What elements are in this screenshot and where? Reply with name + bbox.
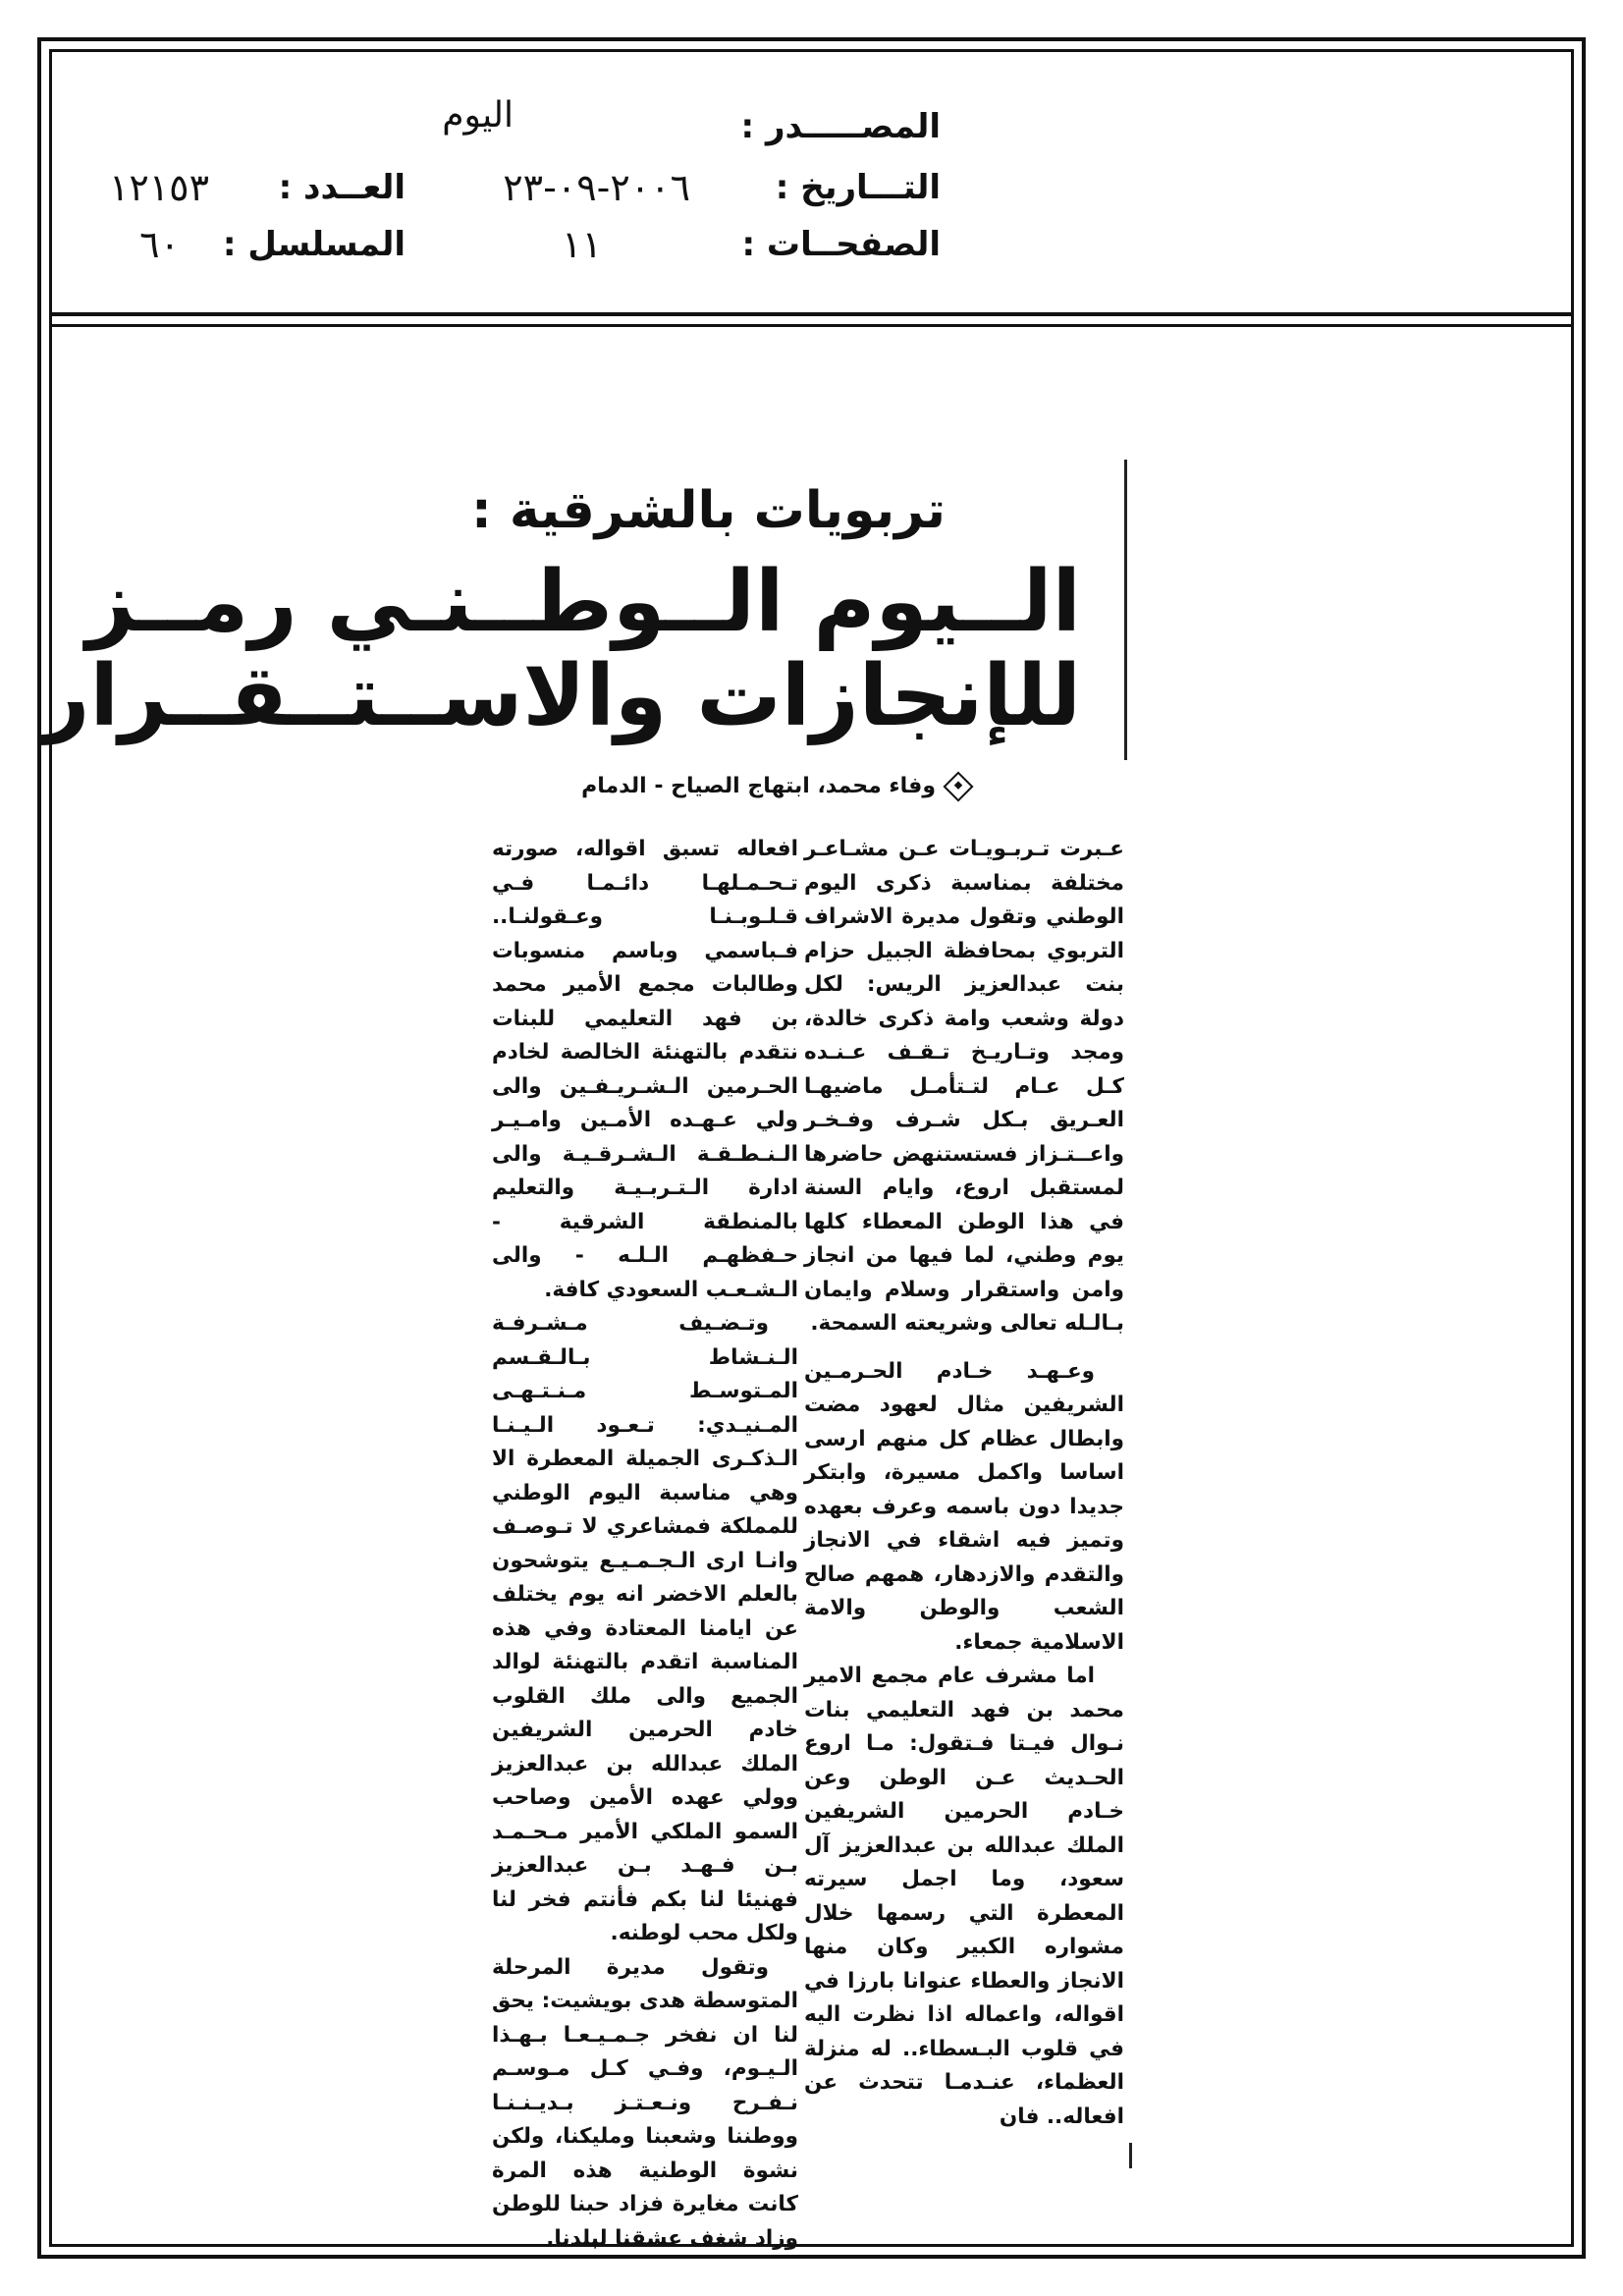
date-label: التـــاريخ : (775, 168, 941, 207)
serial-value: ٦٠ (139, 223, 180, 266)
headline-line-1: الــيوم الــوطــنـي رمــز (85, 553, 1081, 651)
article-headline (41, 555, 1081, 744)
header-divider-second (49, 324, 1574, 327)
date-value: ٢٠٠٦-٠٩-٢٣ (503, 166, 690, 209)
article-side-rule (1124, 460, 1127, 760)
paragraph: وعـهـد خـادم الحـرمـين الشريفين مثال لعهود مضت وابطال عظام كل منهم ارسى اساسا واكمل مسيرة، وابتكر جديدا دون باسمه وعرف بعهده وتميز فيه اشقاء في الانجاز والتقدم والازدهار، همهم صالح الشعب والوطن والامة الاسلامية جمعاء. (804, 1358, 1124, 1655)
article-byline (581, 774, 969, 798)
header-divider (49, 312, 1574, 316)
issue-value: ١٢١٥٣ (108, 166, 209, 209)
paragraph: عـبرت تـربـويـات عـن مشـاعـر مختلفة بمناسبة ذكرى اليوم الوطني وتقول مديرة الاشراف التربوي بمحافظة الجبيل حزام بنت عبدالعزيز الريس: لكل دولة وشعب وامة ذكرى خالدة، ومجد وتـاريـخ تـقـف عـنـده كـل عـام لتـتأمـل ماضيهـا العـريق بـكل شـرف وفـخـر واعــتـزاز فستستنهض حاضرها لمستقبل اروع، وايام السنة في هذا الوطن المعطاء كلها يوم وطني، لما فيها من انجاز وامن واستقرار وسلام وايمان بـالـله تعالى وشريعته السمحة. (804, 837, 1124, 1336)
issue-label: العــدد : (278, 168, 406, 207)
headline-line-2: للإنجازات والاســتــقــرار (40, 647, 1081, 746)
paragraph: افعاله تسبق اقواله، صورته تـحـمـلهـا دائـمـا فـي قـلـوبـنـا وعـقولنـا.. فـباسمي وباسم منسوبات وطالبات مجمع الأمير محمد بن فهد التعليمي للبنات نتقدم بالتهنئة الخالصة لخادم الحـرمين الـشـريـفـين والى ولي عـهـده الأمـين وامـيـر الـنـطـقـة الـشـرقـيـة والى ادارة الـتـربـيـة والتعليم بالمنطقة الشرقية - حـفظهـم الـلـه - والى الـشـعـب السعودي كافة. (492, 837, 798, 1302)
pages-value: ١١ (562, 223, 602, 266)
byline-text: وفاء محمد، ابتهاج الصياح - الدمام (581, 774, 936, 798)
serial-label: المسلسل : (222, 225, 406, 264)
article-column-left (492, 833, 798, 2256)
paragraph: اما مشرف عام مجمع الامير محمد بن فهد التعليمي بنات نـوال فيـتا فـتقول: مـا اروع الحـديث عـن الوطن وعن خـادم الحرمين الشريفين الملك عبدالله بن عبدالعزيز آل سعود، وما اجمل سيرته المعطرة التي رسمها خلال مشواره الكبير وكان منها الانجاز والعطاء عنوانا بارزا في اقواله، واعماله اذا نظرت اليه في قلوب البـسطاء.. له منزلة العظماء، عنـدمـا تتحدث عن افعاله.. فان (804, 1664, 1124, 2129)
article-column-right (804, 833, 1124, 2134)
article-side-rule-bottom (1129, 2143, 1132, 2168)
pages-label: الصفحــات : (741, 225, 941, 264)
article-kicker: تربويات بالشرقية : (471, 481, 946, 540)
byline-diamond-icon (943, 771, 973, 801)
paragraph: وتـضـيف مـشـرفـة الـنـشاط بـالـقـسم المـتوسـط مـنـتـهـى المـنيـدي: تـعـود الـيـنـا الـذكـرى الجميلة المعطرة الا وهي مناسبة اليوم الوطني للمملكة فمشاعري لا تـوصـف وانـا ارى الـجـمـيـع يتوشحون بالعلم الاخضر انه يوم يختلف عن ايامنا المعتادة وفي هذه المناسبة اتقدم بالتهنئة لوالد الجميع والى ملك القلوب خادم الحرمين الشريفين الملك عبدالله بن عبدالعزيز وولي عهده الأمين وصاحب السمو الملكي الأمير مـحـمـد بـن فـهـد بـن عبدالعزيز فهنيئا لنا بكم فأنتم فخر لنا ولكل محب لوطنه. (492, 1311, 798, 1945)
source-label: المصـــــدر : (740, 107, 941, 146)
source-value: اليوم (442, 95, 514, 136)
paragraph: وتقول مديرة المرحلة المتوسطة هدى بويشيت: يحق لنا ان نفخر جـمـيـعـا بـهـذا الـيـوم، وفـي كـل مـوسـم نـفـرح ونـعـتـز بـديـنـنـا ووطننا وشعبنا ومليكنا، ولكن نشوة الوطنية هذه المرة كانت مغايرة فزاد حبنا للوطن وزاد شغف عشقنا لبلدنا. (492, 1954, 798, 2251)
